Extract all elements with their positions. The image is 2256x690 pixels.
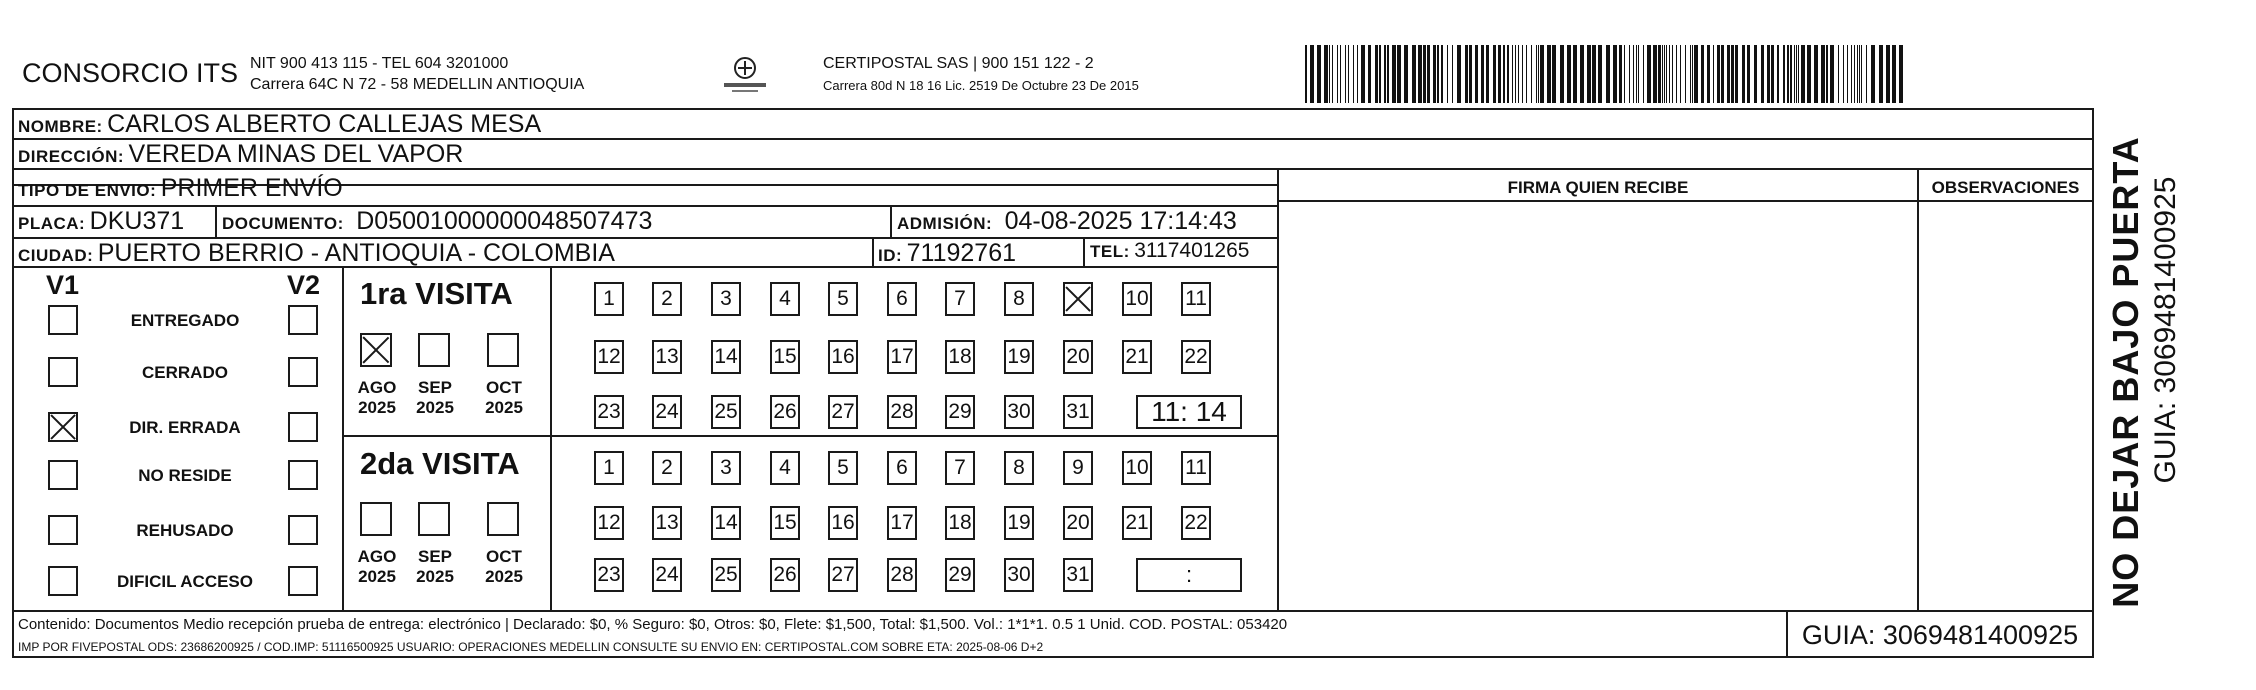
first-visit-day-box[interactable]: 30	[1004, 395, 1034, 429]
status-label: DIFICIL ACCESO	[116, 572, 253, 591]
barcode-bar	[1664, 45, 1665, 103]
barcode-bar	[1747, 45, 1750, 103]
barcode-bar	[1552, 45, 1556, 103]
second-visit-day-box[interactable]: 30	[1004, 558, 1034, 592]
direccion-value: VEREDA MINAS DEL VAPOR	[128, 140, 464, 168]
first-visit-day-box[interactable]: 17	[887, 340, 917, 374]
first-visit-day-box[interactable]: 19	[1004, 340, 1034, 374]
second-visit-title: 2da VISITA	[360, 446, 520, 481]
second-visit-day-box[interactable]: 28	[887, 558, 917, 592]
ciudad-label: CIUDAD:	[18, 246, 94, 265]
first-visit-day-box[interactable]: 26	[770, 395, 800, 429]
barcode-bar	[1851, 45, 1852, 103]
barcode-bar	[1861, 45, 1862, 103]
first-visit-day-box[interactable]: 7	[945, 282, 975, 316]
carrier-name: CERTIPOSTAL SAS | 900 151 122 - 2	[823, 55, 1094, 72]
admision-label: ADMISIÓN:	[897, 214, 993, 233]
first-visit-day-box[interactable]: 20	[1063, 340, 1093, 374]
barcode-bar	[1433, 45, 1436, 103]
id-label: ID:	[878, 246, 903, 265]
barcode-bar	[1633, 45, 1634, 103]
second-visit-day-box[interactable]: 23	[594, 558, 624, 592]
barcode-bar	[1866, 45, 1867, 103]
barcode-bar	[1465, 45, 1468, 103]
barcode-bar	[1404, 45, 1408, 103]
second-visit-day-box[interactable]: 11	[1181, 451, 1211, 485]
v2-checkbox[interactable]	[288, 305, 318, 335]
first-visit-title: 1ra VISITA	[360, 276, 513, 311]
barcode-bar	[1375, 45, 1378, 103]
v1-checkbox[interactable]	[48, 357, 78, 387]
barcode-bar	[1587, 45, 1591, 103]
barcode-bar	[1348, 45, 1349, 103]
carrier-address: Carrera 80d N 18 16 Lic. 2519 De Octubre 23 De 2015	[823, 78, 1139, 93]
first-visit-day-box[interactable]: 28	[887, 395, 917, 429]
barcode-bar	[1879, 45, 1883, 103]
month-label: OCT	[486, 378, 522, 397]
barcode-bar	[1507, 45, 1509, 103]
barcode-bar	[1814, 45, 1818, 103]
first-visit-day-box[interactable]: 3	[711, 282, 741, 316]
second-visit-day-box[interactable]: 1	[594, 451, 624, 485]
contenido-text: Contenido: Documentos Medio recepción prueba de entrega: electrónico | Declarado: $0, % Seguro: $0, Otros: $0, Flete: $1,500, Total: $1,500. Vol.: 1*1*1. 0.5 1 Unid. COD. POSTAL: 053420	[18, 616, 1288, 633]
year-label: 2025	[485, 567, 523, 586]
first-visit-day-box[interactable]: 15	[770, 340, 800, 374]
barcode-bar	[1721, 45, 1724, 103]
barcode-bar	[1754, 45, 1757, 103]
first-visit-day-box[interactable]: 18	[945, 340, 975, 374]
v2-label: V2	[287, 270, 321, 300]
barcode-bar	[1857, 45, 1858, 103]
first-visit-day-box[interactable]: 5	[828, 282, 858, 316]
barcode-bar	[1361, 45, 1365, 103]
barcode-bar	[1821, 45, 1825, 103]
barcode-bar	[1666, 45, 1667, 103]
barcode-bar	[1573, 45, 1577, 103]
barcode-bar	[1847, 45, 1848, 103]
barcode-bar	[1493, 45, 1496, 103]
barcode-icon	[1305, 45, 1905, 103]
v1-checkbox[interactable]	[48, 566, 78, 596]
company-nit: NIT 900 413 115 - TEL 604 3201000	[250, 55, 509, 72]
barcode-bar	[1412, 45, 1416, 103]
barcode-bar	[1357, 45, 1358, 103]
barcode-bar	[1771, 45, 1774, 103]
barcode-bar	[1384, 45, 1386, 103]
v2-checkbox[interactable]	[288, 460, 318, 490]
barcode-bar	[1643, 45, 1644, 103]
barcode-bar	[1427, 45, 1430, 103]
barcode-bar	[1538, 45, 1539, 103]
second-visit-day-box[interactable]: 16	[828, 506, 858, 540]
barcode-bar	[1512, 45, 1513, 103]
second-visit-day-box[interactable]: 6	[887, 451, 917, 485]
second-visit-day-box[interactable]: 9	[1063, 451, 1093, 485]
barcode-bar	[1694, 45, 1698, 103]
documento-value: D05001000000048507473	[356, 207, 653, 235]
barcode-bar	[1598, 45, 1602, 103]
first-visit-day-box[interactable]: 24	[652, 395, 682, 429]
barcode-bar	[1783, 45, 1785, 103]
barcode-bar	[1518, 45, 1519, 103]
v1-checkbox[interactable]	[48, 412, 78, 442]
second-visit-month-box[interactable]	[360, 502, 392, 536]
barcode-bar	[1452, 45, 1453, 103]
second-visit-day-box[interactable]: 14	[711, 506, 741, 540]
barcode-bar	[1629, 45, 1630, 103]
nombre-label: NOMBRE:	[18, 117, 103, 136]
second-visit-day-box[interactable]: 25	[711, 558, 741, 592]
second-visit-day-box[interactable]: 26	[770, 558, 800, 592]
barcode-bar	[1547, 45, 1551, 103]
first-visit-day-box[interactable]	[1063, 282, 1093, 316]
second-visit-month-box[interactable]	[487, 502, 519, 536]
first-visit-day-box[interactable]: 12	[594, 340, 624, 374]
barcode-bar	[1826, 45, 1828, 103]
nombre-row	[18, 110, 541, 139]
month-label: AGO	[357, 378, 397, 397]
second-visit-day-box[interactable]: 27	[828, 558, 858, 592]
first-visit-day-box[interactable]: 25	[711, 395, 741, 429]
barcode-bar	[1379, 45, 1381, 103]
second-visit-day-box[interactable]: 20	[1063, 506, 1093, 540]
direccion-label: DIRECCIÓN:	[18, 147, 125, 166]
barcode-bar	[1798, 45, 1799, 103]
month-label: AGO	[357, 547, 397, 566]
barcode-bar	[1717, 45, 1720, 103]
first-visit-day-box[interactable]: 22	[1181, 340, 1211, 374]
barcode-bar	[1580, 45, 1584, 103]
barcode-bar	[1503, 45, 1505, 103]
barcode-bar	[1475, 45, 1478, 103]
v1-checkbox[interactable]	[48, 460, 78, 490]
admision-value: 04-08-2025 17:14:43	[1004, 207, 1237, 235]
company-address: Carrera 64C N 72 - 58 MEDELLIN ANTIOQUIA	[250, 76, 585, 93]
barcode-bar	[1701, 45, 1704, 103]
first-visit-day-box[interactable]: 14	[711, 340, 741, 374]
tel-label: TEL:	[1090, 242, 1130, 261]
barcode-bar	[1498, 45, 1501, 103]
v2-checkbox[interactable]	[288, 412, 318, 442]
barcode-bar	[1368, 45, 1371, 103]
first-visit-day-box[interactable]: 27	[828, 395, 858, 429]
second-visit-day-box[interactable]: 19	[1004, 506, 1034, 540]
year-label: 2025	[416, 398, 454, 417]
documento-label: DOCUMENTO:	[222, 214, 344, 233]
barcode-bar	[1418, 45, 1422, 103]
month-label: SEP	[417, 547, 453, 566]
barcode-bar	[1854, 45, 1855, 103]
second-visit-day-box[interactable]: 2	[652, 451, 682, 485]
barcode-bar	[1843, 45, 1844, 103]
second-visit-day-box[interactable]: 21	[1122, 506, 1152, 540]
second-visit-day-box[interactable]: 8	[1004, 451, 1034, 485]
second-visit-month-box[interactable]	[418, 502, 450, 536]
barcode-bar	[1672, 45, 1673, 103]
barcode-bar	[1526, 45, 1527, 103]
barcode-bar	[1345, 45, 1346, 103]
barcode-bar	[1790, 45, 1792, 103]
imp-text: IMP POR FIVEPOSTAL ODS: 23686200925 / COD.IMP: 51116500925 USUARIO: OPERACIONES MEDELLIN CONSULTE SU ENVIO EN: CERTIPOSTAL.COM SOBRE ETA: 2025-08-06 D+2	[18, 640, 1044, 654]
barcode-bar	[1830, 45, 1834, 103]
first-visit-month-box[interactable]	[418, 333, 450, 367]
year-label: 2025	[485, 398, 523, 417]
barcode-bar	[1801, 45, 1805, 103]
barcode-bar	[1886, 45, 1890, 103]
tipo-row	[18, 174, 343, 203]
ciudad-value: PUERTO BERRIO - ANTIOQUIA - COLOMBIA	[97, 239, 615, 267]
firma-label: FIRMA QUIEN RECIBE	[1507, 178, 1689, 197]
barcode-bar	[1647, 45, 1651, 103]
tipo-label: TIPO DE ENVIO:	[18, 181, 157, 200]
barcode-bar	[1638, 45, 1639, 103]
second-visit-day-box[interactable]: 13	[652, 506, 682, 540]
barcode-bar	[1707, 45, 1710, 103]
admision-field	[897, 207, 1237, 236]
month-label: SEP	[417, 378, 453, 397]
barcode-bar	[1437, 45, 1439, 103]
barcode-bar	[1761, 45, 1764, 103]
v1-label: V1	[46, 270, 80, 300]
barcode-bar	[1899, 45, 1903, 103]
company-name: CONSORCIO ITS	[22, 58, 239, 88]
ciudad-field	[18, 239, 615, 268]
first-visit-time-box[interactable]: 11: 14	[1136, 395, 1242, 429]
v1-checkbox[interactable]	[48, 515, 78, 545]
second-visit-day-box[interactable]: 15	[770, 506, 800, 540]
barcode-bar	[1735, 45, 1738, 103]
v1-checkbox[interactable]	[48, 305, 78, 335]
barcode-bar	[1515, 45, 1516, 103]
status-label: REHUSADO	[136, 521, 234, 540]
year-label: 2025	[358, 398, 396, 417]
barcode-bar	[1310, 45, 1314, 103]
month-label: OCT	[486, 547, 522, 566]
barcode-bar	[1353, 45, 1354, 103]
second-visit-time-box[interactable]: :	[1136, 558, 1242, 592]
v2-checkbox[interactable]	[288, 515, 318, 545]
placa-value: DKU371	[89, 207, 185, 235]
footer-guia: GUIA: 3069481400925	[1801, 620, 2079, 650]
barcode-bar	[1447, 45, 1448, 103]
direccion-row	[18, 140, 463, 169]
status-label: NO RESIDE	[138, 466, 232, 485]
barcode-bar	[1658, 45, 1661, 103]
barcode-bar	[1441, 45, 1443, 103]
barcode-bar	[1481, 45, 1484, 103]
nombre-value: CARLOS ALBERTO CALLEJAS MESA	[107, 110, 542, 138]
barcode-bar	[1337, 45, 1338, 103]
first-visit-day-box[interactable]: 16	[828, 340, 858, 374]
barcode-bar	[1680, 45, 1681, 103]
barcode-bar	[1317, 45, 1321, 103]
observaciones-label: OBSERVACIONES	[1931, 178, 2080, 197]
placa-label: PLACA:	[18, 214, 86, 233]
first-visit-day-box[interactable]: 29	[945, 395, 975, 429]
barcode-bar	[1531, 45, 1532, 103]
second-visit-day-box[interactable]: 18	[945, 506, 975, 540]
second-visit-day-box[interactable]: 12	[594, 506, 624, 540]
barcode-bar	[1486, 45, 1489, 103]
first-visit-day-box[interactable]: 10	[1122, 282, 1152, 316]
first-visit-day-box[interactable]: 4	[770, 282, 800, 316]
first-visit-day-box[interactable]: 31	[1063, 395, 1093, 429]
barcode-bar	[1624, 45, 1625, 103]
barcode-bar	[1807, 45, 1811, 103]
barcode-bar	[1859, 45, 1860, 103]
certipostal-logo-icon	[720, 52, 770, 96]
barcode-bar	[1676, 45, 1677, 103]
barcode-bar	[1669, 45, 1670, 103]
barcode-bar	[1653, 45, 1657, 103]
year-label: 2025	[358, 567, 396, 586]
first-visit-day-box[interactable]: 13	[652, 340, 682, 374]
barcode-bar	[1606, 45, 1610, 103]
status-label: DIR. ERRADA	[129, 418, 241, 437]
barcode-bar	[1777, 45, 1779, 103]
second-visit-day-box[interactable]: 3	[711, 451, 741, 485]
barcode-bar	[1469, 45, 1472, 103]
id-value: 71192761	[906, 239, 1016, 267]
barcode-bar	[1397, 45, 1401, 103]
barcode-bar	[1329, 45, 1330, 103]
barcode-bar	[1685, 45, 1686, 103]
barcode-bar	[1892, 45, 1896, 103]
second-visit-day-box[interactable]: 10	[1122, 451, 1152, 485]
barcode-bar	[1767, 45, 1770, 103]
tipo-value: PRIMER ENVÍO	[160, 174, 343, 202]
barcode-bar	[1392, 45, 1396, 103]
second-visit-day-box[interactable]: 24	[652, 558, 682, 592]
tel-value: 3117401265	[1134, 239, 1250, 262]
placa-field	[18, 207, 184, 236]
barcode-bar	[1636, 45, 1637, 103]
barcode-bar	[1340, 45, 1341, 103]
v2-checkbox[interactable]	[288, 566, 318, 596]
barcode-bar	[1536, 45, 1537, 103]
first-visit-day-box[interactable]: 23	[594, 395, 624, 429]
barcode-bar	[1592, 45, 1596, 103]
barcode-bar	[1662, 45, 1663, 103]
first-visit-day-box[interactable]: 11	[1181, 282, 1211, 316]
barcode-bar	[1560, 45, 1564, 103]
barcode-bar	[1794, 45, 1795, 103]
second-visit-day-box[interactable]: 5	[828, 451, 858, 485]
barcode-bar	[1619, 45, 1622, 103]
barcode-bar	[1567, 45, 1571, 103]
barcode-bar	[1540, 45, 1544, 103]
barcode-bar	[1690, 45, 1691, 103]
barcode-bar	[1423, 45, 1426, 103]
barcode-bar	[1731, 45, 1734, 103]
second-visit-day-box[interactable]: 7	[945, 451, 975, 485]
barcode-bar	[1522, 45, 1523, 103]
barcode-bar	[1613, 45, 1617, 103]
barcode-bar	[1457, 45, 1461, 103]
second-visit-day-box[interactable]: 17	[887, 506, 917, 540]
status-label: ENTREGADO	[130, 311, 240, 330]
barcode-bar	[1305, 45, 1307, 103]
first-visit-month-box[interactable]	[487, 333, 519, 367]
tel-field	[1090, 239, 1249, 263]
barcode-bar	[1871, 45, 1875, 103]
barcode-bar	[1742, 45, 1745, 103]
barcode-bar	[1332, 45, 1333, 103]
barcode-bar	[1692, 45, 1693, 103]
first-visit-day-box[interactable]: 2	[652, 282, 682, 316]
barcode-bar	[1324, 45, 1328, 103]
second-visit-day-box[interactable]: 29	[945, 558, 975, 592]
barcode-bar	[1787, 45, 1789, 103]
first-visit-month-box[interactable]	[360, 333, 392, 367]
side-notice-text: NO DEJAR BAJO PUERTA	[2105, 136, 2146, 608]
barcode-bar	[1796, 45, 1797, 103]
status-label: CERRADO	[142, 363, 228, 382]
id-field	[878, 239, 1016, 268]
documento-field	[222, 207, 652, 236]
v2-checkbox[interactable]	[288, 357, 318, 387]
barcode-bar	[1387, 45, 1389, 103]
first-visit-day-box[interactable]: 6	[887, 282, 917, 316]
first-visit-day-box[interactable]: 1	[594, 282, 624, 316]
year-label: 2025	[416, 567, 454, 586]
barcode-bar	[1713, 45, 1714, 103]
barcode-bar	[1838, 45, 1839, 103]
second-visit-day-box[interactable]: 22	[1181, 506, 1211, 540]
second-visit-day-box[interactable]: 31	[1063, 558, 1093, 592]
barcode-bar	[1727, 45, 1730, 103]
second-visit-day-box[interactable]: 4	[770, 451, 800, 485]
side-guia-text: GUIA: 3069481400925	[2149, 176, 2182, 484]
first-visit-day-box[interactable]: 8	[1004, 282, 1034, 316]
first-visit-day-box[interactable]: 21	[1122, 340, 1152, 374]
